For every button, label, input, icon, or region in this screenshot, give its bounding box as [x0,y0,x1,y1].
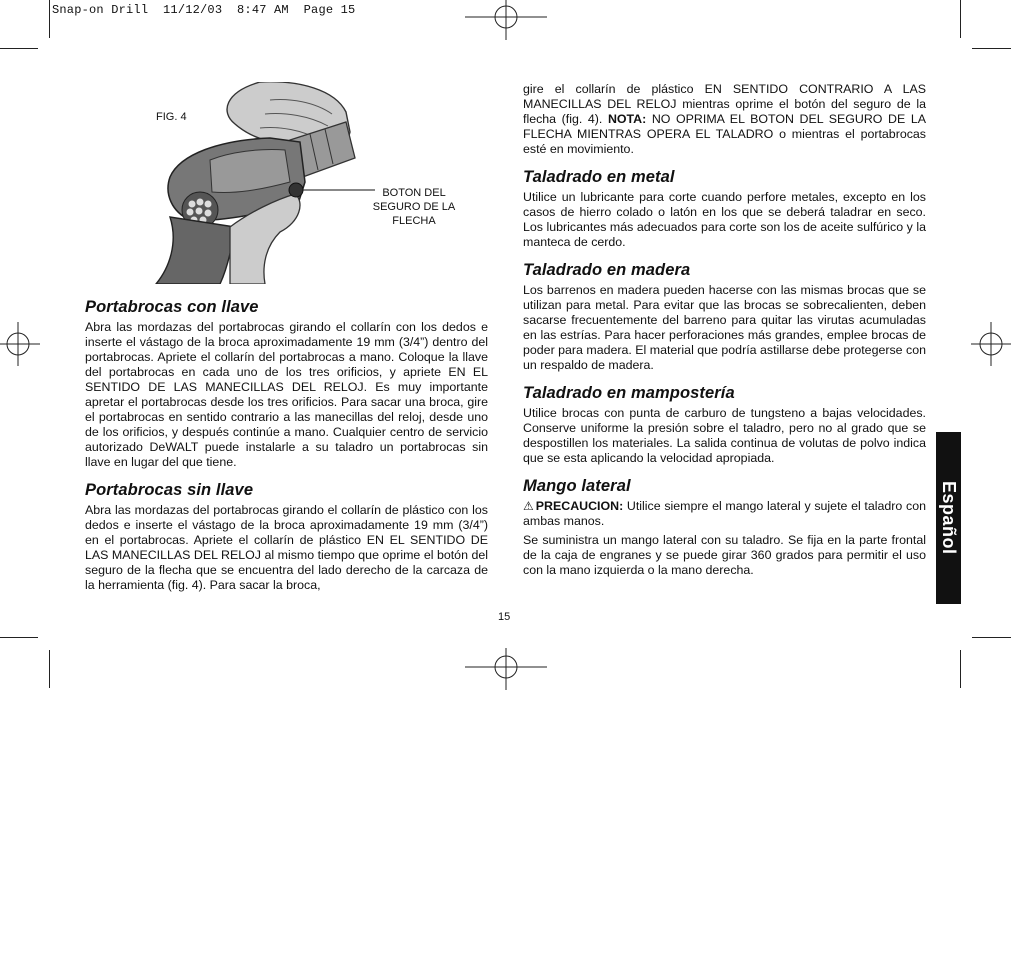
warning-paragraph [523,499,926,529]
registration-mark [465,648,547,690]
figure-callout [368,186,460,228]
body-paragraph: Utilice un lubricante para corte cuando perfore metales, excepto en los casos de hierro colado o latón en los que se deberá taladrar en seco. Los lubricantes más adecuados para corte son los de aceite sulfúrico y la manteca de cerdo. [523,190,926,249]
crop-mark [960,650,961,688]
left-column [85,297,488,597]
section-heading: Taladrado en mampostería [523,384,735,402]
language-tab-label-wrap [936,432,961,604]
language-tab-label: Español [939,481,959,555]
section-heading: Taladrado en madera [523,261,691,279]
paragraph-text: NO OPRIMA EL BOTON DEL SEGURO DE LA FLECHA MIENTRAS OPERA EL TALADRO o mientras el portabrocas esté en movimiento. [523,112,926,156]
note-label: NOTA: [607,112,647,126]
warning-triangle-icon: ⚠ [523,499,534,513]
page-number: 15 [498,611,511,623]
body-paragraph: Se suministra un mango lateral con su taladro. Se fija en la parte frontal de la caja de engranes y se puede girar 360 grados para permitir el uso con la mano izquierda o la mano derecha. [523,533,926,577]
registration-mark [0,322,40,366]
paragraph-text: gire el collarín de plástico EN SENTIDO CONTRARIO A LAS MANECILLAS DEL RELOJ mientras oprime el botón del seguro de la flecha (fig. 4). [523,82,926,126]
crop-mark [49,650,50,688]
crop-mark [49,0,50,38]
section-heading: Portabrocas con llave [85,298,259,316]
callout-line: BOTON DEL [382,187,446,199]
body-paragraph [523,82,926,157]
warning-label: PRECAUCION: [535,499,624,513]
registration-mark [971,322,1011,366]
section-heading: Portabrocas sin llave [85,481,254,499]
section-heading: Taladrado en metal [523,168,675,186]
body-paragraph: Utilice brocas con punta de carburo de tungsteno a bajas velocidades. Conserve uniforme la presión sobre el taladro, pero no al grado que se despostillen los materiales. La salida continua de volutas de polvo indica que se esta aplicando la velocidad apropiada. [523,406,926,465]
callout-line: FLECHA [392,215,436,227]
callout-line: SEGURO DE LA [372,201,456,213]
drill-with-hand-illustration [150,82,375,284]
crop-mark [960,0,961,38]
body-paragraph: Los barrenos en madera pueden hacerse con las mismas brocas que se utilizan para metal. Para evitar que las brocas se sobrecalienten, deben sacarse frecuentemente del barreno para quitar las virutas acumuladas en las estrías. Para hacer perforaciones más grandes, emplee brocas de poder para madera. El material que podría astillarse debe protegerse con un respaldo de madera. [523,283,926,372]
print-slug: Snap-on Drill 11/12/03 8:47 AM Page 15 [52,3,356,17]
right-column [523,82,926,582]
body-paragraph: Abra las mordazas del portabrocas girando el collarín de plástico con los dedos e inserte el vástago de la broca aproximadamente 19 mm (3/4”) en el portabrocas. Apriete el collarín de plástico EN EL SENTIDO DE LAS MANECILLAS DEL RELOJ al mismo tiempo que oprime el botón del seguro de la flecha que se encuentra del lado derecho de la carcaza de la herramienta (fig. 4). Para sacar la broca, [85,503,488,592]
body-paragraph: Abra las mordazas del portabrocas girando el collarín con los dedos e inserte el vástago de la broca aproximadamente 19 mm (3/4”) dentro del portabrocas. Apriete el collarín del portabrocas a mano. Coloque la llave del portabrocas en cada uno de los tres orificios, y apriete EN EL SENTIDO DE LAS MANECILLAS DEL RELOJ. Es muy importante apretar el portabrocas desde los tres orificios. Para sacar una broca, gire el portabrocas en sentido contrario a las manecillas del reloj, desde uno de los orificios, y después continúe a mano. Cualquier centro de servicio autorizado DeWALT puede instalarle a su taladro un portabrocas sin llave en lugar del que tiene. [85,320,488,469]
registration-mark [465,0,547,40]
crop-mark [0,637,38,638]
paragraph-text: Utilice siempre el mango lateral y sujete el taladro con ambas manos. [523,499,926,528]
section-heading: Mango lateral [523,477,631,495]
figure-label: FIG. 4 [156,111,187,123]
crop-mark [0,48,38,49]
crop-mark [972,48,1011,49]
crop-mark [972,637,1011,638]
